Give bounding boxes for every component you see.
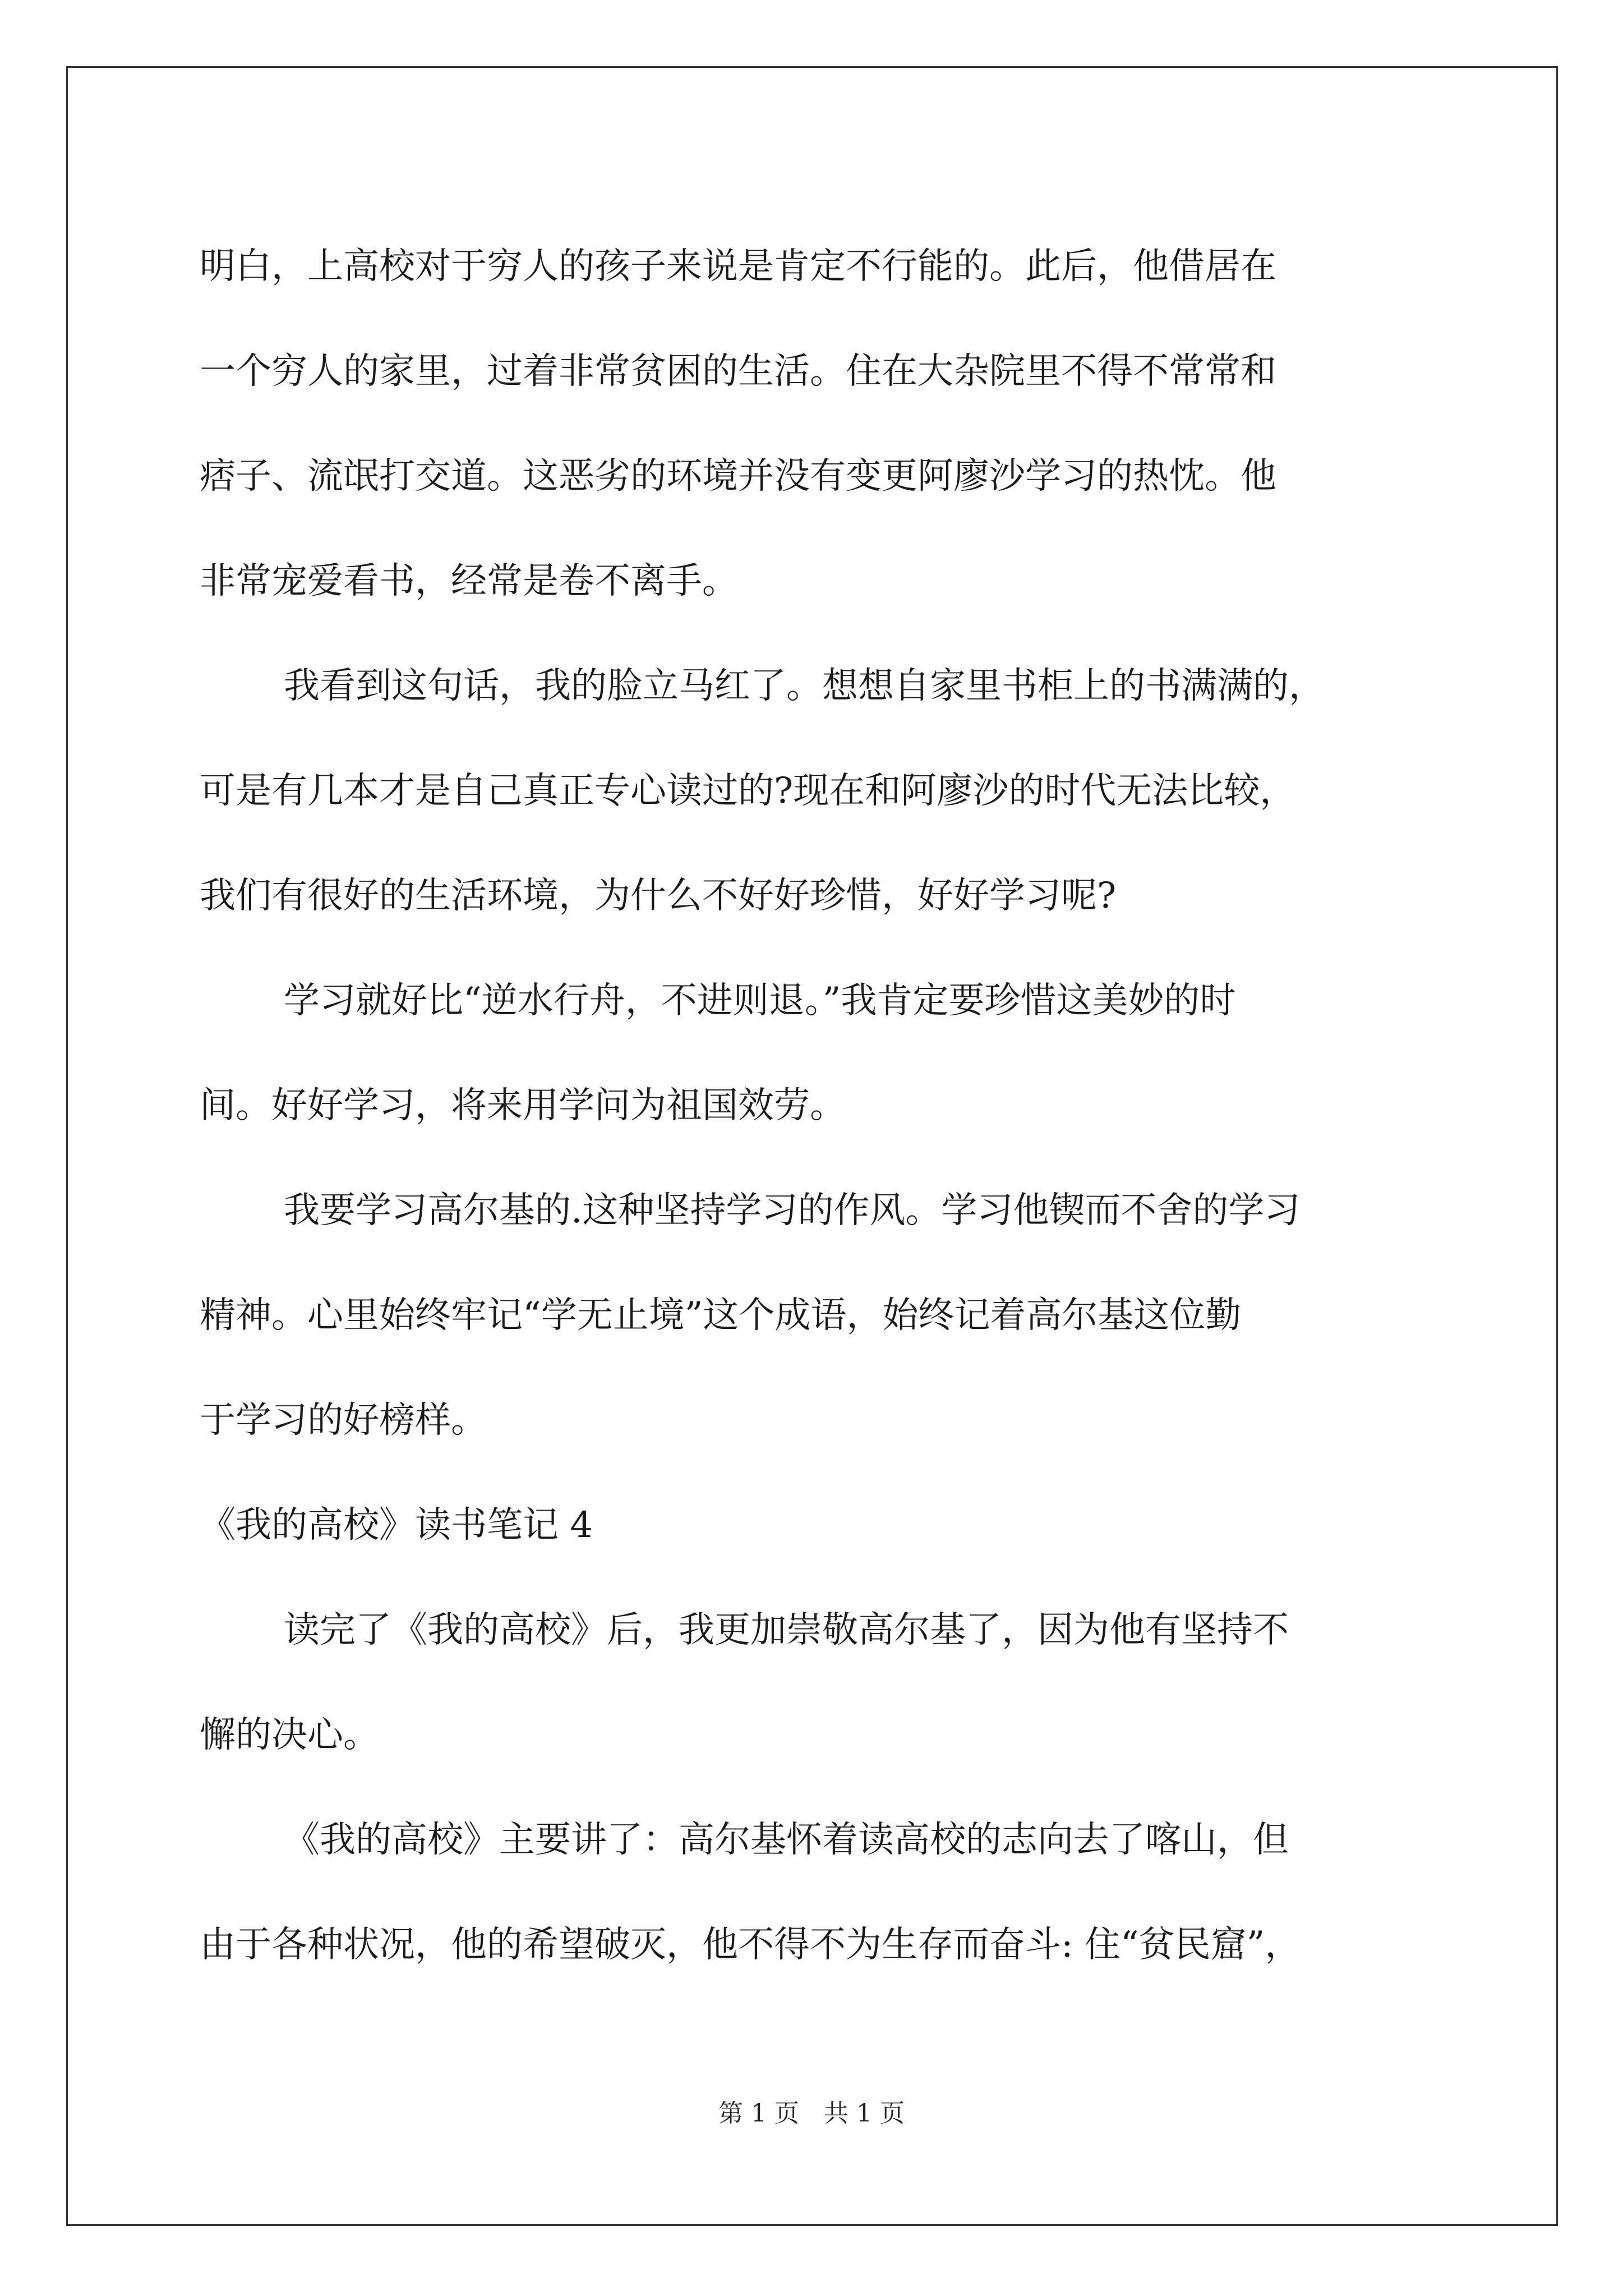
text-line: 由于各种状况，他的希望破灭，他不得不为生存而奋斗: 住“贫民窟”， — [200, 1924, 1301, 1966]
text-line: 读完了《我的高校》后，我更加崇敬高尔基了，因为他有坚持不 — [284, 1609, 1289, 1651]
text-line: 痞子、流氓打交道。这恶劣的环境并没有变更阿廖沙学习的热忱。他 — [200, 455, 1276, 497]
page-number-footer: 第 1 页 共 1 页 — [718, 2099, 905, 2128]
document-body — [200, 214, 1433, 1998]
section-heading: 《我的高校》读书笔记 4 — [200, 1504, 593, 1546]
text-line: 我看到这句话，我的脸立马红了。想想自家里书柜上的书满满的， — [284, 665, 1325, 707]
text-line: 学习就好比“逆水行舟，不进则退。”我肯定要珍惜这美妙的时 — [284, 980, 1236, 1022]
text-line: 于学习的好榜样。 — [200, 1400, 487, 1441]
text-line: 非常宠爱看书，经常是卷不离手。 — [200, 560, 738, 602]
text-line: 一个穷人的家里，过着非常贫困的生活。住在大杂院里不得不常常和 — [200, 351, 1276, 392]
text-line: 精神。心里始终牢记“学无止境”这个成语，始终记着高尔基这位勤 — [200, 1295, 1242, 1336]
text-line: 明白，上高校对于穷人的孩子来说是肯定不行能的。此后，他借居在 — [200, 246, 1276, 287]
text-line: 懈的决心。 — [200, 1714, 379, 1756]
text-line: 间。好好学习，将来用学问为祖国效劳。 — [200, 1085, 846, 1126]
text-line: 我要学习高尔基的.这种坚持学习的作风。学习他锲而不舍的学习 — [284, 1190, 1301, 1231]
text-line: 《我的高校》主要讲了：高尔基怀着读高校的志向去了喀山，但 — [284, 1819, 1289, 1861]
text-line: 可是有几本才是自己真正专心读过的?现在和阿廖沙的时代无法比较， — [200, 770, 1296, 812]
text-line: 我们有很好的生活环境，为什么不好好珍惜，好好学习呢? — [200, 875, 1117, 917]
